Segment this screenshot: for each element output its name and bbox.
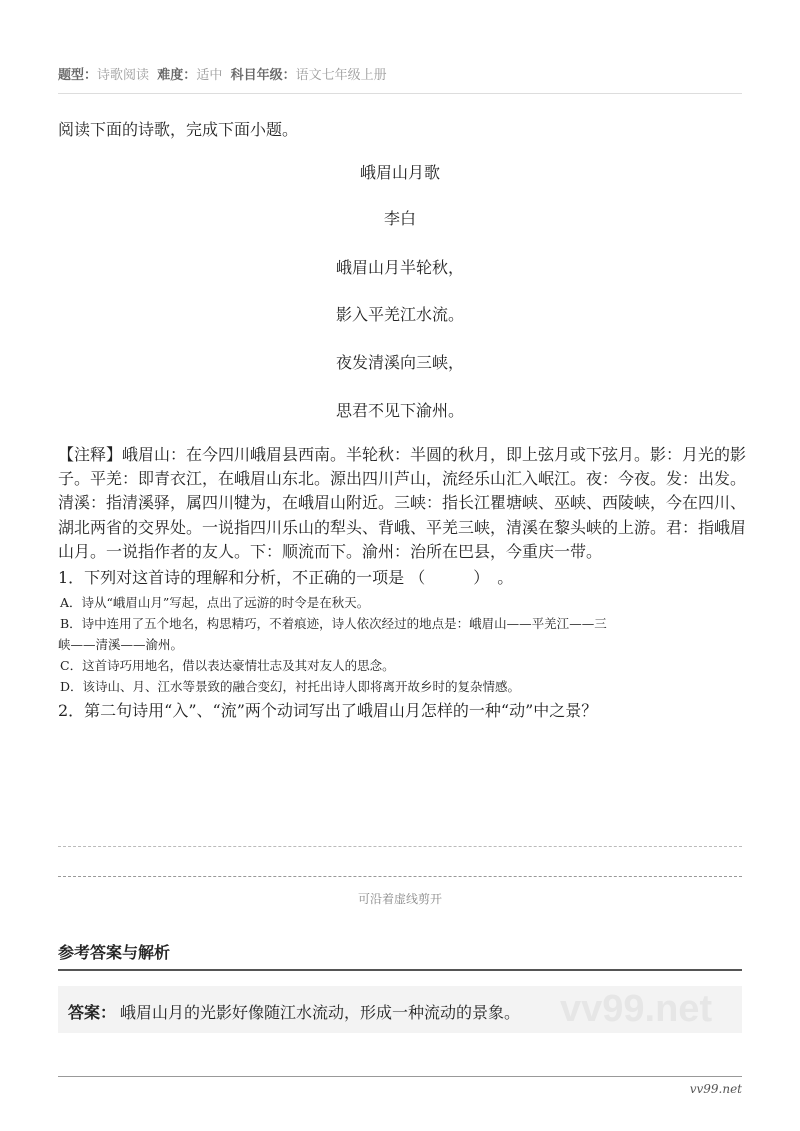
- section-divider: [58, 969, 742, 971]
- watermark: vv99.net: [560, 988, 713, 1030]
- option-b: B．诗中连用了五个地名，构思精巧，不着痕迹，诗人依次经过的地点是：峨眉山——平羌江——三: [60, 616, 607, 632]
- option-c: C．这首诗巧用地名，借以表达豪情壮志及其对友人的思念。: [60, 658, 395, 674]
- notes-and-questions: [58, 443, 748, 723]
- subject-label: 科目年级：: [230, 68, 296, 83]
- poem-author: 李白: [383, 209, 416, 228]
- difficulty-value: 适中: [196, 68, 223, 83]
- answer-section-heading: 参考答案与解析: [58, 943, 171, 962]
- subject-value: 语文七年级上册: [295, 68, 387, 83]
- question-1: 1．下列对这首诗的理解和分析，不正确的一项是 （ ） 。: [58, 568, 514, 588]
- dashed-line: [58, 846, 742, 847]
- divider: [58, 93, 742, 94]
- type-value: 诗歌阅读: [97, 68, 150, 83]
- option-b-cont: 峡——清溪——渝州。: [58, 637, 184, 653]
- poem-line: 思君不见下渝州。: [335, 401, 464, 420]
- type-label: 题型：: [58, 68, 98, 83]
- answer-text: 峨眉山月的光影好像随江水流动，形成一种流动的景象。: [120, 1003, 521, 1022]
- poem-line: 夜发清溪向三峡，: [335, 353, 464, 372]
- cut-hint: 可沿着虚线剪开: [357, 892, 442, 906]
- option-d: D．该诗山、月、江水等景致的融合变幻，衬托出诗人即将离开故乡时的复杂情感。: [60, 679, 521, 695]
- footer-site: vv99.net: [689, 1082, 742, 1096]
- poem-line: 影入平羌江水流。: [335, 305, 464, 324]
- answer-label: 答案：: [68, 1003, 117, 1022]
- difficulty-label: 难度：: [157, 68, 197, 83]
- option-a: A．诗从“峨眉山月”写起，点出了远游的时令是在秋天。: [60, 595, 370, 611]
- question-2: 2．第二句诗用“入”、“流”两个动词写出了峨眉山月怎样的一种“动”中之景？: [58, 701, 598, 721]
- question-meta: [58, 64, 387, 83]
- annotation-notes: 【注释】峨眉山：在今四川峨眉县西南。半轮秋：半圆的秋月，即上弦月或下弦月。影：月光的影子。平羌：即青衣江，在峨眉山东北。源出四川芦山，流经乐山汇入岷江。夜：今夜。发：出发。清溪：指清溪驿，属四川犍为，在峨眉山附近。三峡：指长江瞿塘峡、巫峡、西陵峡，今在四川、湖北两省的交界处。一说指四川乐山的犁头、背峨、平羌三峡，清溪在黎头峡的上游。君：指峨眉山月。一说指作者的友人。下：顺流而下。渝州：治所在巴县，今重庆一带。: [58, 445, 747, 561]
- footer-divider: [58, 1076, 742, 1077]
- intro-text: 阅读下面的诗歌，完成下面小题。: [58, 120, 299, 139]
- poem-title: 峨眉山月歌: [359, 163, 440, 182]
- cut-line: [58, 876, 742, 877]
- poem-line: 峨眉山月半轮秋，: [335, 258, 464, 277]
